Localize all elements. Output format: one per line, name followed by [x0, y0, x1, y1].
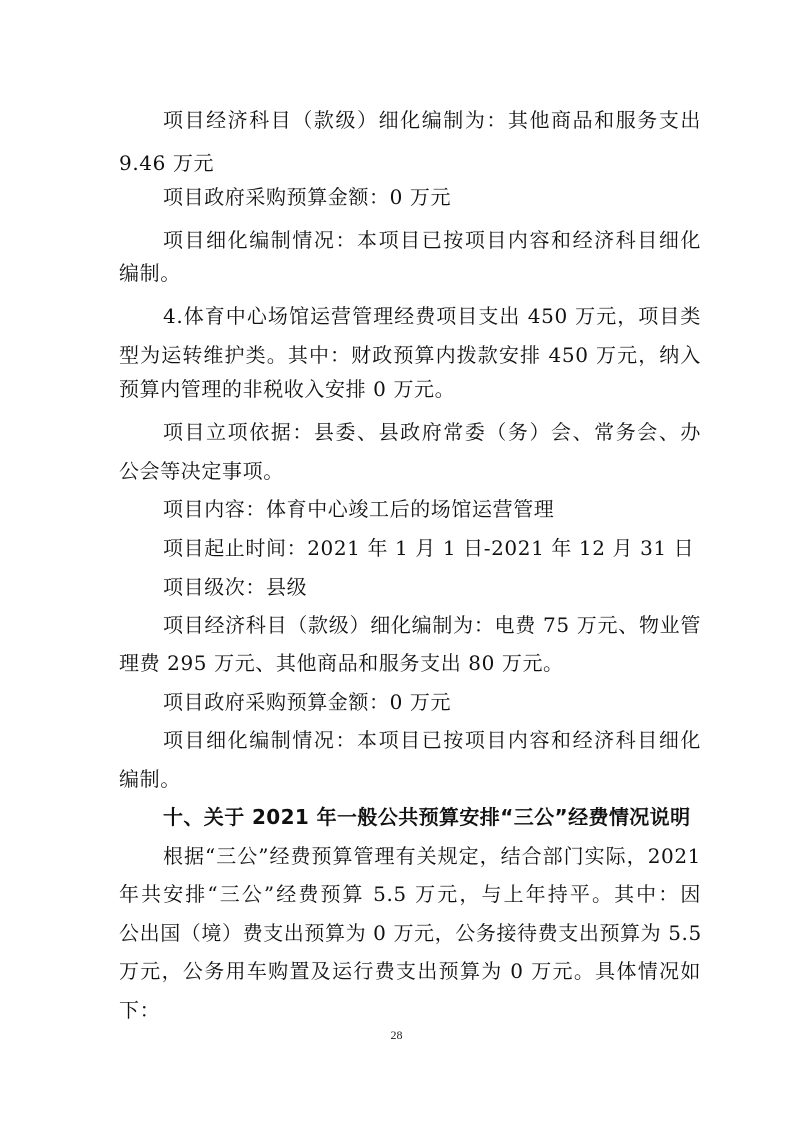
paragraph-line: 项目经济科目（款级）细化编制为：电费 75 万元、物业管 — [163, 613, 701, 637]
paragraph-line: 项目政府采购预算金额：0 万元 — [163, 690, 452, 714]
paragraph-line: 根据“三公”经费预算管理有关规定，结合部门实际，2021 — [163, 844, 701, 868]
paragraph-line: 项目内容：体育中心竣工后的场馆运营管理 — [163, 497, 555, 521]
section-heading: 十、关于 2021 年一般公共预算安排“三公”经费情况说明 — [163, 805, 691, 829]
paragraph-line: 型为运转维护类。其中：财政预算内拨款安排 450 万元，纳入 — [119, 343, 701, 367]
paragraph-line: 项目细化编制情况：本项目已按项目内容和经济科目细化 — [163, 228, 701, 252]
paragraph-line: 理费 295 万元、其他商品和服务支出 80 万元。 — [119, 651, 564, 675]
paragraph-line: 年共安排“三公”经费预算 5.5 万元，与上年持平。其中：因 — [119, 882, 701, 906]
paragraph-line: 4.体育中心场馆运营管理经费项目支出 450 万元，项目类 — [163, 304, 701, 328]
paragraph-line: 项目细化编制情况：本项目已按项目内容和经济科目细化 — [163, 728, 701, 752]
paragraph-line: 公出国（境）费支出预算为 0 万元，公务接待费支出预算为 5.5 — [119, 921, 702, 945]
paragraph-line: 公会等决定事项。 — [119, 459, 284, 483]
paragraph-line: 项目起止时间：2021 年 1 月 1 日-2021 年 12 月 31 日 — [163, 536, 695, 560]
paragraph-line: 预算内管理的非税收入安排 0 万元。 — [119, 377, 456, 401]
paragraph-line: 项目级次：县级 — [163, 575, 308, 599]
paragraph-line: 项目立项依据：县委、县政府常委（务）会、常务会、办 — [163, 420, 701, 444]
paragraph-line: 9.46 万元 — [119, 151, 215, 175]
page-number: 28 — [390, 1028, 403, 1042]
paragraph-line: 项目经济科目（款级）细化编制为：其他商品和服务支出 — [163, 108, 701, 132]
paragraph-line: 万元，公务用车购置及运行费支出预算为 0 万元。具体情况如 — [119, 959, 701, 983]
paragraph-line: 编制。 — [119, 767, 181, 791]
paragraph-line: 编制。 — [119, 261, 181, 285]
paragraph-line: 下： — [119, 998, 161, 1022]
paragraph-line: 项目政府采购预算金额：0 万元 — [163, 185, 452, 209]
